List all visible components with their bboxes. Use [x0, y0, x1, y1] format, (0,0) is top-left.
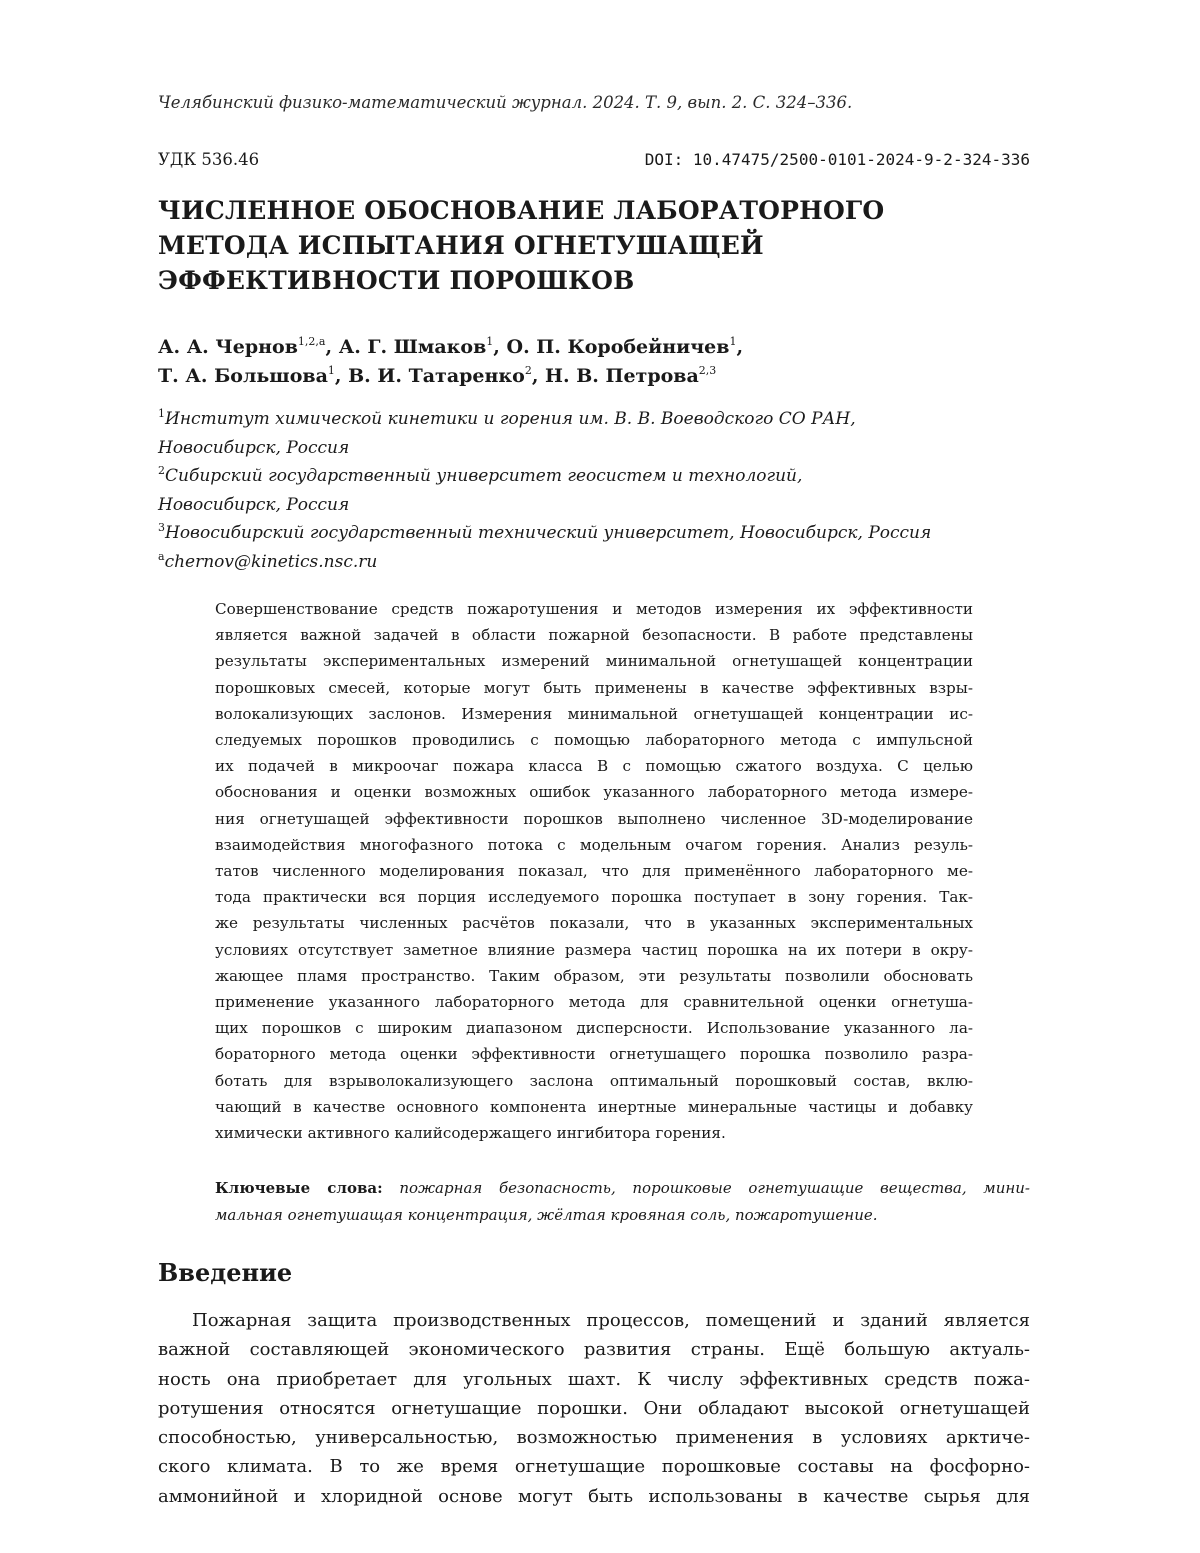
intro-line: аммонийной и хлоридной основе могут быть использованы в качестве сырья для — [158, 1485, 1030, 1507]
affiliation-mark: 3 — [158, 521, 165, 534]
author-name: А. Г. Шмаков — [338, 336, 487, 358]
author-line — [158, 333, 1030, 362]
author-separator: , — [736, 336, 744, 358]
intro-line: ского климата. В то же время огнетушащие порошковые составы на фосфорно- — [158, 1456, 1030, 1478]
affiliation-text: Сибирский государственный университет геосистем и технологий, — [165, 466, 803, 486]
affiliation-line: Новосибирск, Россия — [158, 494, 350, 515]
author-affil-mark: 2 — [524, 364, 532, 377]
abstract-line: порошковых смесей, которые могут быть применены в качестве эффективных взры- — [215, 678, 973, 697]
section-heading: Введение — [158, 1258, 293, 1287]
paper-title — [158, 193, 1030, 298]
author-separator: , — [493, 336, 507, 358]
affiliation-line: Новосибирск, Россия — [158, 437, 350, 458]
abstract-line: жающее пламя пространство. Таким образом, эти результаты позволили обосновать — [215, 966, 973, 985]
affiliation-line — [158, 548, 1030, 577]
author-name: Н. В. Петрова — [545, 365, 699, 387]
title-line: МЕТОДА ИСПЫТАНИЯ ОГНЕТУШАЩЕЙ — [158, 231, 764, 260]
affiliation-line — [158, 405, 1030, 434]
abstract-line: химически активного калийсодержащего ингибитора горения. — [215, 1124, 726, 1143]
affiliation-mark: 2 — [158, 464, 165, 477]
intro-line: важной составляющей экономического развития страны. Ещё большую актуаль- — [158, 1339, 1030, 1361]
abstract-line: применение указанного лабораторного метода для сравнительной оценки огнетуша- — [215, 993, 973, 1012]
email-mark: a — [158, 549, 165, 563]
abstract-line: обоснования и оценки возможных ошибок указанного лабораторного метода измере- — [215, 783, 973, 802]
title-line: ЧИСЛЕННОЕ ОБОСНОВАНИЕ ЛАБОРАТОРНОГО — [158, 196, 885, 225]
intro-line: Пожарная защита производственных процессов, помещений и зданий является — [192, 1310, 1030, 1331]
abstract-line: условиях отсутствует заметное влияние размера частиц порошка на их потери в окру- — [215, 940, 973, 959]
affiliation-mark: 1 — [158, 407, 165, 420]
author-affil-mark: 1,2,a — [297, 335, 326, 348]
abstract-line: чающий в качестве основного компонента инертные минеральные частицы и добавку — [215, 1097, 973, 1116]
affiliation-line — [158, 519, 1030, 548]
author-affil-mark: 1 — [729, 335, 737, 348]
author-affil-mark: 1 — [327, 364, 335, 377]
author-name: В. И. Татаренко — [348, 365, 525, 387]
journal-citation: Челябинский физико-математический журнал. 2024. Т. 9, вып. 2. С. 324–336. — [158, 93, 853, 112]
author-list — [158, 333, 1030, 391]
keywords-label: Ключевые слова: — [215, 1179, 383, 1197]
author-name: Т. А. Большова — [158, 365, 328, 387]
abstract-line: щих порошков с широким диапазоном дисперсности. Использование указанного ла- — [215, 1019, 973, 1038]
author-separator: , — [531, 365, 546, 387]
author-line — [158, 362, 1030, 391]
keywords-text: мальная огнетушащая концентрация, жёлтая кровяная соль, пожаротушение. — [215, 1206, 878, 1224]
author-name: А. А. Чернов — [158, 336, 298, 358]
keywords-text: пожарная безопасность, порошковые огнетушащие вещества, мини- — [399, 1179, 1030, 1197]
keywords-line — [215, 1175, 1030, 1202]
abstract-line: ботать для взрыволокализующего заслона оптимальный порошковый состав, вклю- — [215, 1071, 973, 1090]
abstract-line: бораторного метода оценки эффективности огнетушащего порошка позволило разра- — [215, 1045, 973, 1064]
udk-code: УДК 536.46 — [158, 150, 260, 169]
abstract — [215, 596, 973, 1146]
abstract-line: тода практически вся порция исследуемого порошка поступает в зону горения. Так- — [215, 888, 973, 907]
intro-line: ность она приобретает для угольных шахт. К числу эффективных средств пожа- — [158, 1368, 1030, 1390]
author-affil-mark: 1 — [486, 335, 494, 348]
affiliation-line — [158, 462, 1030, 491]
author-name: О. П. Коробейничев — [506, 336, 730, 358]
abstract-line: же результаты численных расчётов показали, что в указанных экспериментальных — [215, 914, 973, 933]
abstract-line: Совершенствование средств пожаротушения и методов измерения их эффективности — [215, 600, 973, 618]
abstract-line: ния огнетушащей эффективности порошков выполнено численное 3D-моделирование — [215, 809, 973, 828]
contact-email[interactable]: chernov@kinetics.nsc.ru — [164, 551, 378, 572]
doi-link[interactable]: DOI: 10.47475/2500-0101-2024-9-2-324-336 — [644, 150, 1030, 169]
title-line: ЭФФЕКТИВНОСТИ ПОРОШКОВ — [158, 266, 635, 295]
abstract-line: результаты экспериментальных измерений минимальной огнетушащей концентрации — [215, 652, 973, 671]
abstract-line: взаимодействия многофазного потока с модельным очагом горения. Анализ резуль- — [215, 835, 973, 854]
keywords-line — [215, 1202, 1030, 1229]
author-separator: , — [334, 365, 349, 387]
abstract-line: татов численного моделирования показал, что для применённого лабораторного ме- — [215, 862, 973, 881]
intro-line: способностью, универсальностью, возможностью применения в условиях арктиче- — [158, 1427, 1030, 1449]
udk-doi-row — [158, 150, 1030, 172]
abstract-line: волокализующих заслонов. Измерения минимальной огнетушащей концентрации ис- — [215, 704, 973, 723]
keywords-block — [215, 1175, 1030, 1229]
abstract-line: следуемых порошков проводились с помощью лабораторного метода с импульсной — [215, 731, 973, 750]
intro-line: ротушения относятся огнетушащие порошки. Они обладают высокой огнетушащей — [158, 1397, 1030, 1419]
author-affil-mark: 2,3 — [698, 364, 717, 377]
affiliation-text: Новосибирский государственный технический университет, Новосибирск, Россия — [165, 523, 932, 543]
intro-paragraph — [158, 1306, 1030, 1511]
affiliation-text: Институт химической кинетики и горения им. В. В. Воеводского СО РАН, — [165, 409, 856, 429]
abstract-line: их подачей в микроочаг пожара класса B с помощью сжатого воздуха. С целью — [215, 757, 973, 776]
author-separator: , — [325, 336, 339, 358]
abstract-line: является важной задачей в области пожарной безопасности. В работе представлены — [215, 626, 973, 645]
affiliation-list — [158, 405, 1030, 576]
